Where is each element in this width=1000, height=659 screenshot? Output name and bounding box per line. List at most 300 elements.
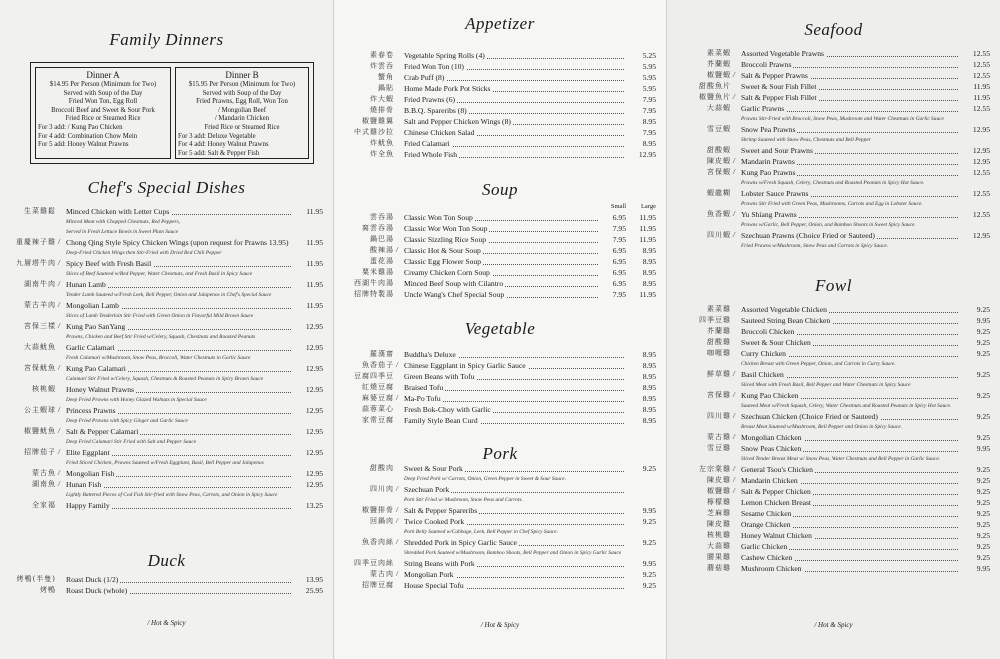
hot-spicy-icon: / [396, 485, 398, 493]
item-name: Broccoli Prawns [741, 60, 792, 69]
middle-panel [333, 0, 667, 659]
item-description: Minced Meat with Chopped Chestnuts, Red Peppers, [66, 219, 181, 225]
item-price: 12.95 [305, 343, 323, 352]
item-name: Classic Egg Flower Soup [404, 257, 481, 266]
menu-item [681, 390, 996, 401]
item-name-wrap [404, 415, 480, 426]
item-name: Fried Prawns (6) [404, 95, 456, 104]
item-name-wrap [741, 508, 793, 519]
item-name: Yu Shiang Prawns [741, 210, 797, 219]
price-large: 11.95 [639, 235, 656, 244]
menu-item [344, 223, 662, 234]
item-name-wrap [404, 382, 445, 393]
menu-item [344, 505, 662, 516]
price-small: 6.95 [612, 246, 626, 255]
item-description: Chicken Breast with Green Pepper, Onion, and Carrots in Curry Sauce. [741, 361, 896, 367]
item-description: Fried Sliced Chicken, Prawns Sauteed w/Fresh Eggplant, Basil, Bell Pepper and Jalapenos [66, 460, 264, 466]
menu-item [344, 61, 662, 72]
hot-spicy-icon: / [396, 517, 398, 525]
item-name-wrap [66, 321, 127, 332]
chinese-name: 椒鹽雞 [707, 487, 731, 495]
item-name: Sauteed String Bean Chicken [741, 316, 831, 325]
chinese-name: 中式雞沙拉 [354, 128, 394, 136]
item-price: 8.95 [642, 394, 656, 403]
item-price: 8.95 [642, 383, 656, 392]
item-name-wrap [404, 105, 469, 116]
menu-item [6, 405, 329, 416]
item-name: Sesame Chicken [741, 509, 792, 518]
price-large: 8.95 [642, 257, 656, 266]
menu-item [344, 94, 662, 105]
left-panel [0, 0, 333, 659]
item-price: 9.25 [976, 520, 990, 529]
chinese-name: 腰果雞 [707, 553, 731, 561]
item-price: 8.95 [642, 350, 656, 359]
menu-item [344, 382, 662, 393]
item-price: 12.55 [972, 49, 990, 58]
item-name-wrap [404, 72, 446, 83]
hot-spicy-icon: / [58, 480, 60, 488]
item-price: 8.95 [642, 139, 656, 148]
item-description: Prawns w/Garlic, Bell Pepper, Onion, and Bamboo Shoots in Sweet Spicy Sauce. [741, 222, 916, 228]
item-price: 5.95 [642, 84, 656, 93]
item-name: Honey Walnut Prawns [66, 385, 135, 394]
item-price: 11.95 [973, 82, 990, 91]
item-name: Minced Chicken with Letter Cups [66, 207, 170, 216]
item-name-wrap [66, 258, 153, 269]
chinese-name: 全家福 [32, 501, 56, 509]
item-name: Minced Beef Soup with Cilantro [404, 279, 504, 288]
menu-item [681, 443, 996, 454]
item-name-wrap [741, 443, 803, 454]
item-price: 8.95 [642, 405, 656, 414]
item-name: Garlic Calamari [66, 343, 115, 352]
menu-item [681, 156, 996, 167]
item-price: 8.95 [642, 372, 656, 381]
menu-item [6, 321, 329, 332]
item-name-wrap [741, 369, 786, 380]
menu-item [681, 432, 996, 443]
item-price: 9.25 [642, 538, 656, 547]
item-price: 9.25 [976, 487, 990, 496]
hot-spicy-icon: / [733, 210, 735, 218]
item-name: Princess Prawns [66, 406, 116, 415]
item-description: Slices of Lamb Tenderloin Stir Fried with Green Onion in Flavorful Mild Brown Sauce [66, 313, 254, 319]
item-name: Snow Pea Prawns [741, 125, 796, 134]
hot-spicy-icon: / [58, 301, 60, 309]
item-price: 9.95 [642, 506, 656, 515]
menu-item [6, 574, 329, 585]
item-name-wrap [741, 124, 797, 135]
item-name: Hunan Lamb [66, 280, 106, 289]
item-price: 13.95 [305, 575, 323, 584]
menu-item [681, 348, 996, 359]
item-description: Deep Fried Prawns with Spicy Ginger and Garlic Sauce [66, 418, 188, 424]
menu-item [344, 50, 662, 61]
chinese-name: 芥蘭雞 [707, 327, 731, 335]
menu-item [344, 393, 662, 404]
menu-item [344, 558, 662, 569]
item-name-wrap [404, 349, 458, 360]
item-name-wrap [404, 212, 475, 223]
item-price: 12.95 [305, 406, 323, 415]
hot-spicy-icon: / [396, 506, 398, 514]
menu-item [681, 563, 996, 574]
menu-item [6, 363, 329, 374]
hot-spicy-icon: / [58, 469, 60, 477]
item-name-wrap [741, 475, 800, 486]
item-name-wrap [741, 337, 813, 348]
menu-item [681, 486, 996, 497]
item-price: 9.25 [642, 581, 656, 590]
item-price: 11.95 [306, 259, 323, 268]
item-description: Calamari Stir Fried w/Celery, Squash, Chestnuts & Roasted Peanuts in Spicy Brown Sauce [66, 376, 264, 382]
item-name-wrap [741, 167, 797, 178]
item-name-wrap [741, 188, 810, 199]
price-small: 7.95 [612, 224, 626, 233]
menu-item [344, 289, 662, 300]
chinese-name: 鍋巴湯 [370, 235, 394, 243]
dinner-b-adds [178, 133, 306, 159]
item-name-wrap [404, 149, 459, 160]
dinner-b-title: Dinner B [225, 70, 259, 80]
item-name: Chinese Chicken Salad [404, 128, 475, 137]
dinner-line: For 4 add: Honey Walnut Prawns [178, 141, 269, 149]
seafood-title: Seafood [804, 20, 863, 39]
menu-item [681, 304, 996, 315]
menu-item [6, 384, 329, 395]
hot-spicy-legend-3: / Hot & Spicy [814, 621, 853, 629]
chinese-name: 大蒜蝦 [707, 104, 731, 112]
item-name: Happy Family [66, 501, 110, 510]
dinner-line: Broccoli Beef and Sweet & Sour Pork [51, 106, 155, 114]
hot-spicy-icon: / [396, 246, 398, 254]
chinese-name: 椒鹽魚片 [699, 93, 731, 101]
dinner-a-adds [38, 124, 168, 150]
item-description: Sauteed Meat w/Fresh Squash, Celery, Water Chestnuts and Roasted Peanuts in Spicy Hot Sauce. [741, 403, 952, 409]
hot-spicy-icon: / [58, 259, 60, 267]
item-name: Sweet and Sour Prawns [741, 146, 813, 155]
item-name: Sweet & Sour Pork [404, 464, 463, 473]
vegetable-title: Vegetable [464, 319, 536, 338]
chinese-name: 重慶辣子雞 [16, 238, 56, 246]
item-name-wrap [404, 505, 479, 516]
chinese-name: 燒排骨 [370, 106, 394, 114]
price-small: 7.95 [612, 235, 626, 244]
item-name-wrap [741, 81, 819, 92]
item-name-wrap [741, 48, 826, 59]
item-price: 11.95 [306, 238, 323, 247]
dinner-b-box [175, 67, 309, 159]
chinese-name: 雪豆雞 [707, 444, 731, 452]
hot-spicy-icon: / [58, 238, 60, 246]
item-name: Snow Peas Chicken [741, 444, 802, 453]
chinese-name: 炸大蝦 [370, 95, 394, 103]
item-name: Chinese Eggplant in Spicy Garlic Sauce [404, 361, 526, 370]
item-price: 12.95 [305, 427, 323, 436]
chinese-name: 宮保蝦 [707, 168, 731, 176]
item-name-wrap [404, 223, 489, 234]
menu-item [344, 360, 662, 371]
chinese-name: 芥蘭蝦 [707, 60, 731, 68]
soup-list [344, 212, 662, 300]
item-name: Home Made Pork Pot Sticks [404, 84, 491, 93]
item-description: Deep Fried Pork w/ Carrots, Onion, Green Pepper in Sweet & Sour Sauce. [404, 476, 567, 482]
menu-item [344, 245, 662, 256]
item-price: 9.25 [976, 465, 990, 474]
item-name: Classic Sizzling Rice Soup [404, 235, 487, 244]
chinese-name: 炸魷魚 [370, 139, 394, 147]
item-name: Shredded Pork in Spicy Garlic Sauce [404, 538, 517, 547]
item-description: Pork Stir Fried w/ Mushroom, Snow Peas and Carrots. [404, 497, 523, 503]
item-name: Orange Chicken [741, 520, 791, 529]
item-price: 11.95 [306, 280, 323, 289]
item-name: Classic Wor Won Ton Soup [404, 224, 488, 233]
soup-size-header: Small Large [610, 203, 656, 210]
item-name-wrap [66, 300, 121, 311]
dinner-line: Fried Rice or Steamed Rice [65, 115, 141, 123]
chinese-name: 蝦龍糊 [707, 189, 731, 197]
duck-list [6, 574, 329, 596]
soup-title: Soup [482, 180, 518, 199]
chinese-name: 生菜雞鬆 [24, 207, 56, 215]
item-name-wrap [66, 384, 136, 395]
item-name: Braised Tofu [404, 383, 444, 392]
menu-item [681, 230, 996, 241]
dinner-line: For 3 add: Deluxe Vegetable [178, 132, 256, 140]
chinese-name: 招牌豆腐 [362, 581, 394, 589]
item-description: Deep Fried Calamari Stir Fried with Salt and Pepper Sauce [66, 439, 197, 445]
item-name-wrap [66, 363, 128, 374]
item-name-wrap [404, 537, 519, 548]
menu-item [681, 541, 996, 552]
item-name: Crab Puff (8) [404, 73, 445, 82]
item-name-wrap [404, 569, 456, 580]
chinese-name: 陳皮雞 [707, 476, 731, 484]
item-name: Fried Calamari [404, 139, 450, 148]
chinese-name: 素菜雞 [707, 305, 731, 313]
item-name-wrap [741, 315, 832, 326]
chinese-name: 甜酸魚片 [699, 82, 731, 90]
chinese-name: 椒鹽雞翼 [362, 117, 394, 125]
item-price: 12.95 [305, 480, 323, 489]
item-name-wrap [404, 278, 505, 289]
menu-item [681, 209, 996, 220]
item-price: 9.25 [976, 338, 990, 347]
menu-item [681, 369, 996, 380]
item-price: 9.95 [976, 564, 990, 573]
menu-item [344, 569, 662, 580]
hot-spicy-icon: / [733, 93, 735, 101]
menu-item [344, 404, 662, 415]
item-price: 25.95 [305, 586, 323, 595]
item-name-wrap [404, 61, 466, 72]
item-name-wrap [404, 484, 451, 495]
item-name-wrap [66, 500, 112, 511]
item-name: Twice Cooked Pork [404, 517, 465, 526]
item-price: 9.25 [976, 412, 990, 421]
chinese-name: 蒜蓉菜心 [362, 405, 394, 413]
item-price: 13.25 [305, 501, 323, 510]
item-name: Salt & Pepper Prawns [741, 71, 808, 80]
item-name: Kung Pao Chicken [741, 391, 799, 400]
item-price: 12.95 [305, 448, 323, 457]
item-name-wrap [741, 519, 793, 530]
dinner-line: / Mandarin Chicken [214, 115, 270, 123]
hot-spicy-icon: / [58, 448, 60, 456]
item-name: Spicy Beef with Fresh Basil [66, 259, 152, 268]
chinese-name: 炸全魚 [370, 150, 394, 158]
item-name-wrap [66, 342, 117, 353]
hot-spicy-icon: / [58, 406, 60, 414]
item-price: 9.25 [976, 370, 990, 379]
menu-item [681, 315, 996, 326]
menu-item [681, 81, 996, 92]
item-price: 9.25 [976, 391, 990, 400]
item-name: Mushroom Chicken [741, 564, 802, 573]
chinese-name: 魚香肉絲 [362, 538, 394, 546]
item-description: Served in Fresh Lettuce Bowls in Sweet Plum Sauce [66, 229, 179, 235]
pork-list [344, 463, 662, 591]
item-name: Kung Pao Calamari [66, 364, 126, 373]
item-name-wrap [66, 468, 116, 479]
item-name-wrap [741, 464, 815, 475]
soup-section [344, 202, 662, 300]
item-name: Kung Pao Prawns [741, 168, 796, 177]
item-name: Uncle Wang's Chef Special Soup [404, 290, 505, 299]
menu-item [344, 415, 662, 426]
item-name: Green Beans with Tofu [404, 372, 475, 381]
item-name-wrap [66, 279, 108, 290]
item-name-wrap [741, 59, 793, 70]
item-price: 9.95 [642, 559, 656, 568]
chinese-name: 豆腐四季豆 [354, 372, 394, 380]
chinese-name: 左宗棠雞 [699, 465, 731, 473]
item-description: Slices of Beef Sauteed w/Red Pepper, Water Chestnuts, and Fresh Basil in Spicy Sauce [66, 271, 253, 277]
dinner-line: For 5 add: Honey Walnut Prawns [38, 141, 129, 149]
chinese-name: 宮保雞 [707, 391, 731, 399]
menu-item [344, 267, 662, 278]
item-price: 5.95 [642, 73, 656, 82]
item-name-wrap [66, 237, 291, 248]
item-name: Sweet & Sour Fish Fillet [741, 82, 817, 91]
item-price: 5.95 [642, 62, 656, 71]
item-description: Tender Lamb Sauteed w/Fresh Leek, Bell Pepper, Onion and Jalapenos in Chef's Special Sauce [66, 292, 272, 298]
chinese-name: 甜酸蝦 [707, 146, 731, 154]
dinner-line: For 5 add: Salt & Pepper Fish [178, 149, 260, 157]
price-large: 8.95 [642, 246, 656, 255]
item-price: 11.95 [306, 301, 323, 310]
chinese-name: 陳皮雞 [707, 520, 731, 528]
item-name-wrap [741, 145, 815, 156]
item-price: 12.55 [972, 104, 990, 113]
item-name-wrap [404, 116, 513, 127]
item-name-wrap [741, 230, 877, 241]
chinese-name: 素春卷 [370, 51, 394, 59]
chinese-name: 宮保三樣 [24, 322, 56, 330]
hot-spicy-icon: / [733, 391, 735, 399]
item-name-wrap [404, 360, 528, 371]
seafood-list [681, 48, 996, 251]
item-price: 12.95 [972, 157, 990, 166]
menu-item [344, 127, 662, 138]
dinner-line: Fried Prawns, Egg Roll, Won Ton [196, 98, 288, 106]
chinese-name: 魚香茄子 [362, 361, 394, 369]
item-name-wrap [404, 83, 492, 94]
menu-item [344, 371, 662, 382]
dinner-a-box [35, 67, 171, 159]
item-price: 9.25 [642, 464, 656, 473]
item-name-wrap [741, 411, 880, 422]
item-name: General Tsou's Chicken [741, 465, 813, 474]
menu-item [681, 124, 996, 135]
item-name-wrap [404, 245, 483, 256]
menu-item [344, 256, 662, 267]
chinese-name: 招牌茄子 [24, 448, 56, 456]
item-name-wrap [741, 432, 804, 443]
item-description: Prawns, Chicken and Beef Stir Fried w/Celery, Squash, Chestnuts and Roasted Peanuts [66, 334, 256, 340]
item-name: Mongolian Chicken [741, 433, 802, 442]
menu-item [6, 479, 329, 490]
chinese-name: 四川肉 [370, 485, 394, 493]
chinese-name: 湖南牛肉 [24, 280, 56, 288]
item-name-wrap [404, 234, 488, 245]
item-name: Buddha's Deluxe [404, 350, 456, 359]
price-large: 11.95 [639, 213, 656, 222]
menu-item [344, 83, 662, 94]
price-large: 8.95 [642, 279, 656, 288]
appetizer-title: Appetizer [465, 14, 535, 33]
item-name: Creamy Chicken Corn Soup [404, 268, 490, 277]
item-price: 12.95 [972, 146, 990, 155]
item-name-wrap [404, 138, 452, 149]
item-name-wrap [404, 127, 476, 138]
hot-spicy-icon: / [733, 487, 735, 495]
item-name: Kung Pao SanYang [66, 322, 126, 331]
item-name: Salt & Pepper Spareribs [404, 506, 478, 515]
chinese-name: 宮保魷魚 [24, 364, 56, 372]
chinese-name: 九層塔牛肉 [16, 259, 56, 267]
item-name: Assorted Vegetable Prawns [741, 49, 824, 58]
menu-item [681, 326, 996, 337]
hot-spicy-icon: / [396, 361, 398, 369]
chinese-name: 炸雲吞 [370, 62, 394, 70]
menu-item [6, 500, 329, 511]
chef-special-title: Chef's Special Dishes [87, 178, 246, 197]
menu-item [681, 337, 996, 348]
item-price: 9.25 [976, 305, 990, 314]
menu-item [6, 585, 329, 596]
item-price: 9.25 [976, 498, 990, 507]
chinese-name: 烤鴨(半隻) [16, 575, 56, 583]
item-name-wrap [741, 486, 813, 497]
item-name-wrap [741, 563, 804, 574]
item-name: Salt & Pepper Fish Fillet [741, 93, 817, 102]
chinese-name: 蒙古肉 [370, 570, 394, 578]
item-description: Shrimp Sauteed with Snow Peas, Chestnuts and Bell Pepper [741, 137, 871, 143]
price-large: 11.95 [639, 224, 656, 233]
item-name: Garlic Chicken [741, 542, 788, 551]
item-name: Chong Qing Style Spicy Chicken Wings (upon request for Prawns 13.95) [66, 238, 289, 247]
item-price: 12.95 [638, 150, 656, 159]
menu-item [344, 349, 662, 360]
item-price: 8.95 [642, 361, 656, 370]
chinese-name: 核桃雞 [707, 531, 731, 539]
hot-spicy-icon: / [733, 370, 735, 378]
item-name: Family Style Bean Curd [404, 416, 478, 425]
chef-special-list [6, 206, 329, 511]
item-price: 12.95 [972, 231, 990, 240]
